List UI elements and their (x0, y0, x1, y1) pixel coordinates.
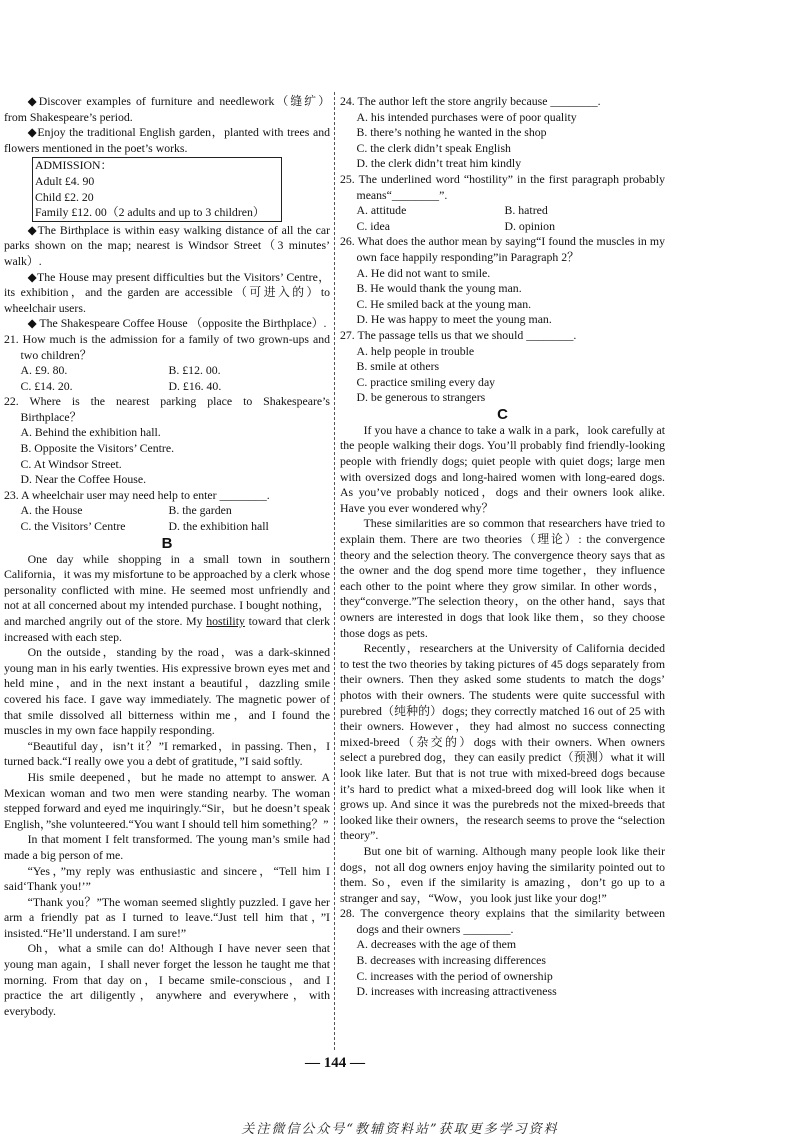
page-number: — 144 — (305, 1055, 365, 1071)
question-22: 22. Where is the nearest parking place to Shakespeare’s Birthplace？ (4, 394, 330, 424)
option-c: C. £14. 20. (20, 378, 73, 393)
option-b: B. hatred (504, 203, 548, 218)
option-c: C. practice smiling every day (356, 374, 496, 389)
admission-line: Child £2. 20 (35, 189, 94, 204)
option-c: C. increases with the period of ownership (356, 968, 553, 983)
section-heading-b: B (161, 534, 173, 552)
passage-paragraph: Recently，researchers at the University of California decided to test the two theories by taking pictures of 45 dogs separately from their owners. Then they asked some students to match the dogs’ photos with their owners. The students were quite successful with purebred（纯种的）dogs; they correctly matched 16 out of 25 with their owners. However，they had almost no success connecting mixed-breed（杂交的）dogs with their owners. When owners select a purebred dog，they can easily predict（预测）what it will look like later. But that is not true with mixed-breed dogs because it’s hard to predict what a mixed-breed dog will look like when it grows up. And since it was the purebreds not the mixed-breeds that looked like their owners，the research seems to prove the “selection theory”. (340, 641, 665, 843)
admission-line: Adult £4. 90 (35, 173, 95, 188)
option-c: C. the Visitors’ Centre (20, 519, 126, 534)
option-d: D. increases with increasing attractiveness (356, 984, 557, 999)
option-c: C. He smiled back at the young man. (356, 296, 532, 311)
option-b: B. £12. 00. (168, 363, 221, 378)
notice-bullet: ◆ The Shakespeare Coffee House （opposite the Birthplace）. (27, 316, 327, 331)
footer-note: 关注微信公众号“教辅资料站”获取更多学习资料 (241, 1122, 559, 1137)
question-23: 23. A wheelchair user may need help to enter ________. (4, 487, 270, 502)
passage-paragraph: Oh，what a smile can do! Although I have never seen that young man again，I shall never forget the lesson he taught me that morning. From that day on，I became smile-conscious，and I practice the art diligently，anywhere and everywhere，with everybody. (4, 941, 330, 1018)
option-a: A. £9. 80. (20, 363, 68, 378)
options-row (340, 203, 665, 219)
option-b: B. there’s nothing he wanted in the shop (356, 125, 547, 140)
notice-bullet: ◆The House may present difficulties but the Visitors’ Centre，its exhibition，and the garden are accessible（可进入的）to wheelchair users. (4, 269, 330, 315)
option-b: B. the garden (168, 503, 232, 518)
question-24: 24. The author left the store angrily because ________. (340, 94, 601, 108)
intro-line: ◆Enjoy the traditional English garden，planted with trees and flowers mentioned in the poet’s works. (4, 125, 330, 155)
option-c: C. the clerk didn’t speak English (356, 140, 511, 155)
option-a: A. help people in trouble (356, 343, 475, 358)
option-c: C. idea (356, 218, 390, 233)
paragraph-text: One day while shopping in a small town in southern California，it was my misfortune to be approached by a clerk whose personality conflicted with mine. He seemed most unfriendly and not at all concerned about my intended purchase. I bought nothing，and marched angrily out of the store. My (4, 551, 330, 628)
passage-paragraph (4, 552, 330, 646)
option-d: D. £16. 40. (168, 378, 222, 393)
passage-paragraph: In that moment I felt transformed. The young man’s smile had made a big person of me. (4, 832, 330, 862)
section-heading-c: C (497, 405, 508, 423)
option-d: D. He was happy to meet the young man. (356, 312, 552, 327)
passage-paragraph: “Beautiful day，isn’t it？”I remarked，in passing. Then，I turned back.“I really owe you a debt of gratitude，”I said softly. (4, 738, 330, 769)
options-row (4, 503, 330, 519)
options-row (4, 379, 330, 395)
admission-line: ADMISSION： (35, 158, 113, 173)
paragraph-text: toward that clerk increased with each step. (4, 614, 330, 644)
option-b: B. decreases with increasing differences (356, 953, 546, 968)
option-a: A. the House (20, 503, 83, 518)
option-d: D. opinion (504, 218, 555, 233)
passage-paragraph: “Thank you？”The woman seemed slightly puzzled. I gave her arm a friendly pat as I turned to leave.“Just tell him that，”I insisted.“He’ll understand. I am sure!” (4, 894, 330, 940)
question-26: 26. What does the author mean by saying“I found the muscles in my own face happily responding”in Paragraph 2？ (340, 234, 665, 264)
left-column (4, 94, 330, 1019)
intro-line: ◆Discover examples of furniture and needlework（缝纩）from Shakespeare’s period. (4, 94, 330, 124)
option-a: A. Behind the exhibition hall. (20, 425, 161, 440)
question-21: 21. How much is the admission for a family of two grown-ups and two children？ (4, 331, 330, 362)
admission-box (32, 157, 282, 221)
column-divider (334, 92, 335, 1050)
passage-paragraph: His smile deepened，but he made no attempt to answer. A Mexican woman and two men were standing nearby. The woman stepped forward and eyed me inquiringly.“Sir，but he doesn’t speak English，”she volunteered.“You want I should tell him something？” (4, 769, 330, 831)
question-28: 28. The convergence theory explains that the similarity between dogs and their owners ________. (340, 906, 665, 936)
options-row (4, 363, 330, 379)
option-d: D. the exhibition hall (168, 519, 269, 534)
option-b: B. He would thank the young man. (356, 281, 522, 296)
option-d: D. the clerk didn’t treat him kindly (356, 156, 522, 171)
question-27: 27. The passage tells us that we should ________. (340, 327, 577, 342)
option-d: D. be generous to strangers (356, 390, 486, 405)
option-b: B. smile at others (356, 359, 440, 374)
passage-paragraph: These similarities are so common that researchers have tried to explain them. There are two theories（理论）: the convergence theory and the selection theory. The convergence theory says that as the owner and the dog spend more time together，they influence each other to the point where they grow similar. In other words，they“converge.”The selection theory，on the other hand，says that owners are interested in dogs that look like them，so they choose those dogs as pets. (340, 516, 665, 640)
question-25: 25. The underlined word “hostility” in the first paragraph probably means“________”. (340, 171, 665, 202)
option-c: C. At Windsor Street. (20, 456, 122, 471)
option-a: A. He did not want to smile. (356, 265, 491, 280)
option-a: A. decreases with the age of them (356, 937, 517, 952)
right-column (340, 94, 665, 1000)
admission-line: Family £12. 00（2 adults and up to 3 children） (35, 205, 265, 220)
passage-paragraph: But one bit of warning. Although many people look like their dogs，not all dog owners enjoy having the similarity pointed out to them. So，even if the similarity is amazing，don’t go up to a stranger and say，“Wow，you look just like your dog!” (340, 843, 665, 905)
passage-paragraph: If you have a chance to take a walk in a park，look carefully at the people walking their dogs. You’ll probably find friendly-looking people with friendly dogs; quiet people with quiet dogs; large men with oversized dogs and long-haired women with long-eared dogs. As you’ve probably noticed，dogs and their owners look alike. Have you ever wondered why？ (340, 422, 665, 515)
options-row (340, 219, 665, 235)
underlined-word: hostility (206, 614, 245, 628)
passage-paragraph: On the outside，standing by the road，was a dark-skinned young man in his early twenties. His expressive brown eyes met and held mine，and in the next instant a beautiful，dazzling smile covered his face. I gave way immediately. The magnetic power of that smile dissolved all bitterness within me，and I found the muscles in my own face happily responding. (4, 645, 330, 738)
notice-bullet: ◆The Birthplace is within easy walking distance of all the car parks shown on the map; nearest is Windsor Street（3 minutes’ walk）. (4, 222, 330, 268)
option-a: A. attitude (356, 203, 407, 218)
option-b: B. Opposite the Visitors’ Centre. (20, 441, 175, 456)
option-a: A. his intended purchases were of poor quality (356, 109, 577, 124)
option-d: D. Near the Coffee House. (20, 472, 147, 487)
passage-paragraph: “Yes，”my reply was enthusiastic and sincere，“Tell him I said‘Thank you!’” (4, 863, 330, 894)
options-row (4, 519, 330, 535)
